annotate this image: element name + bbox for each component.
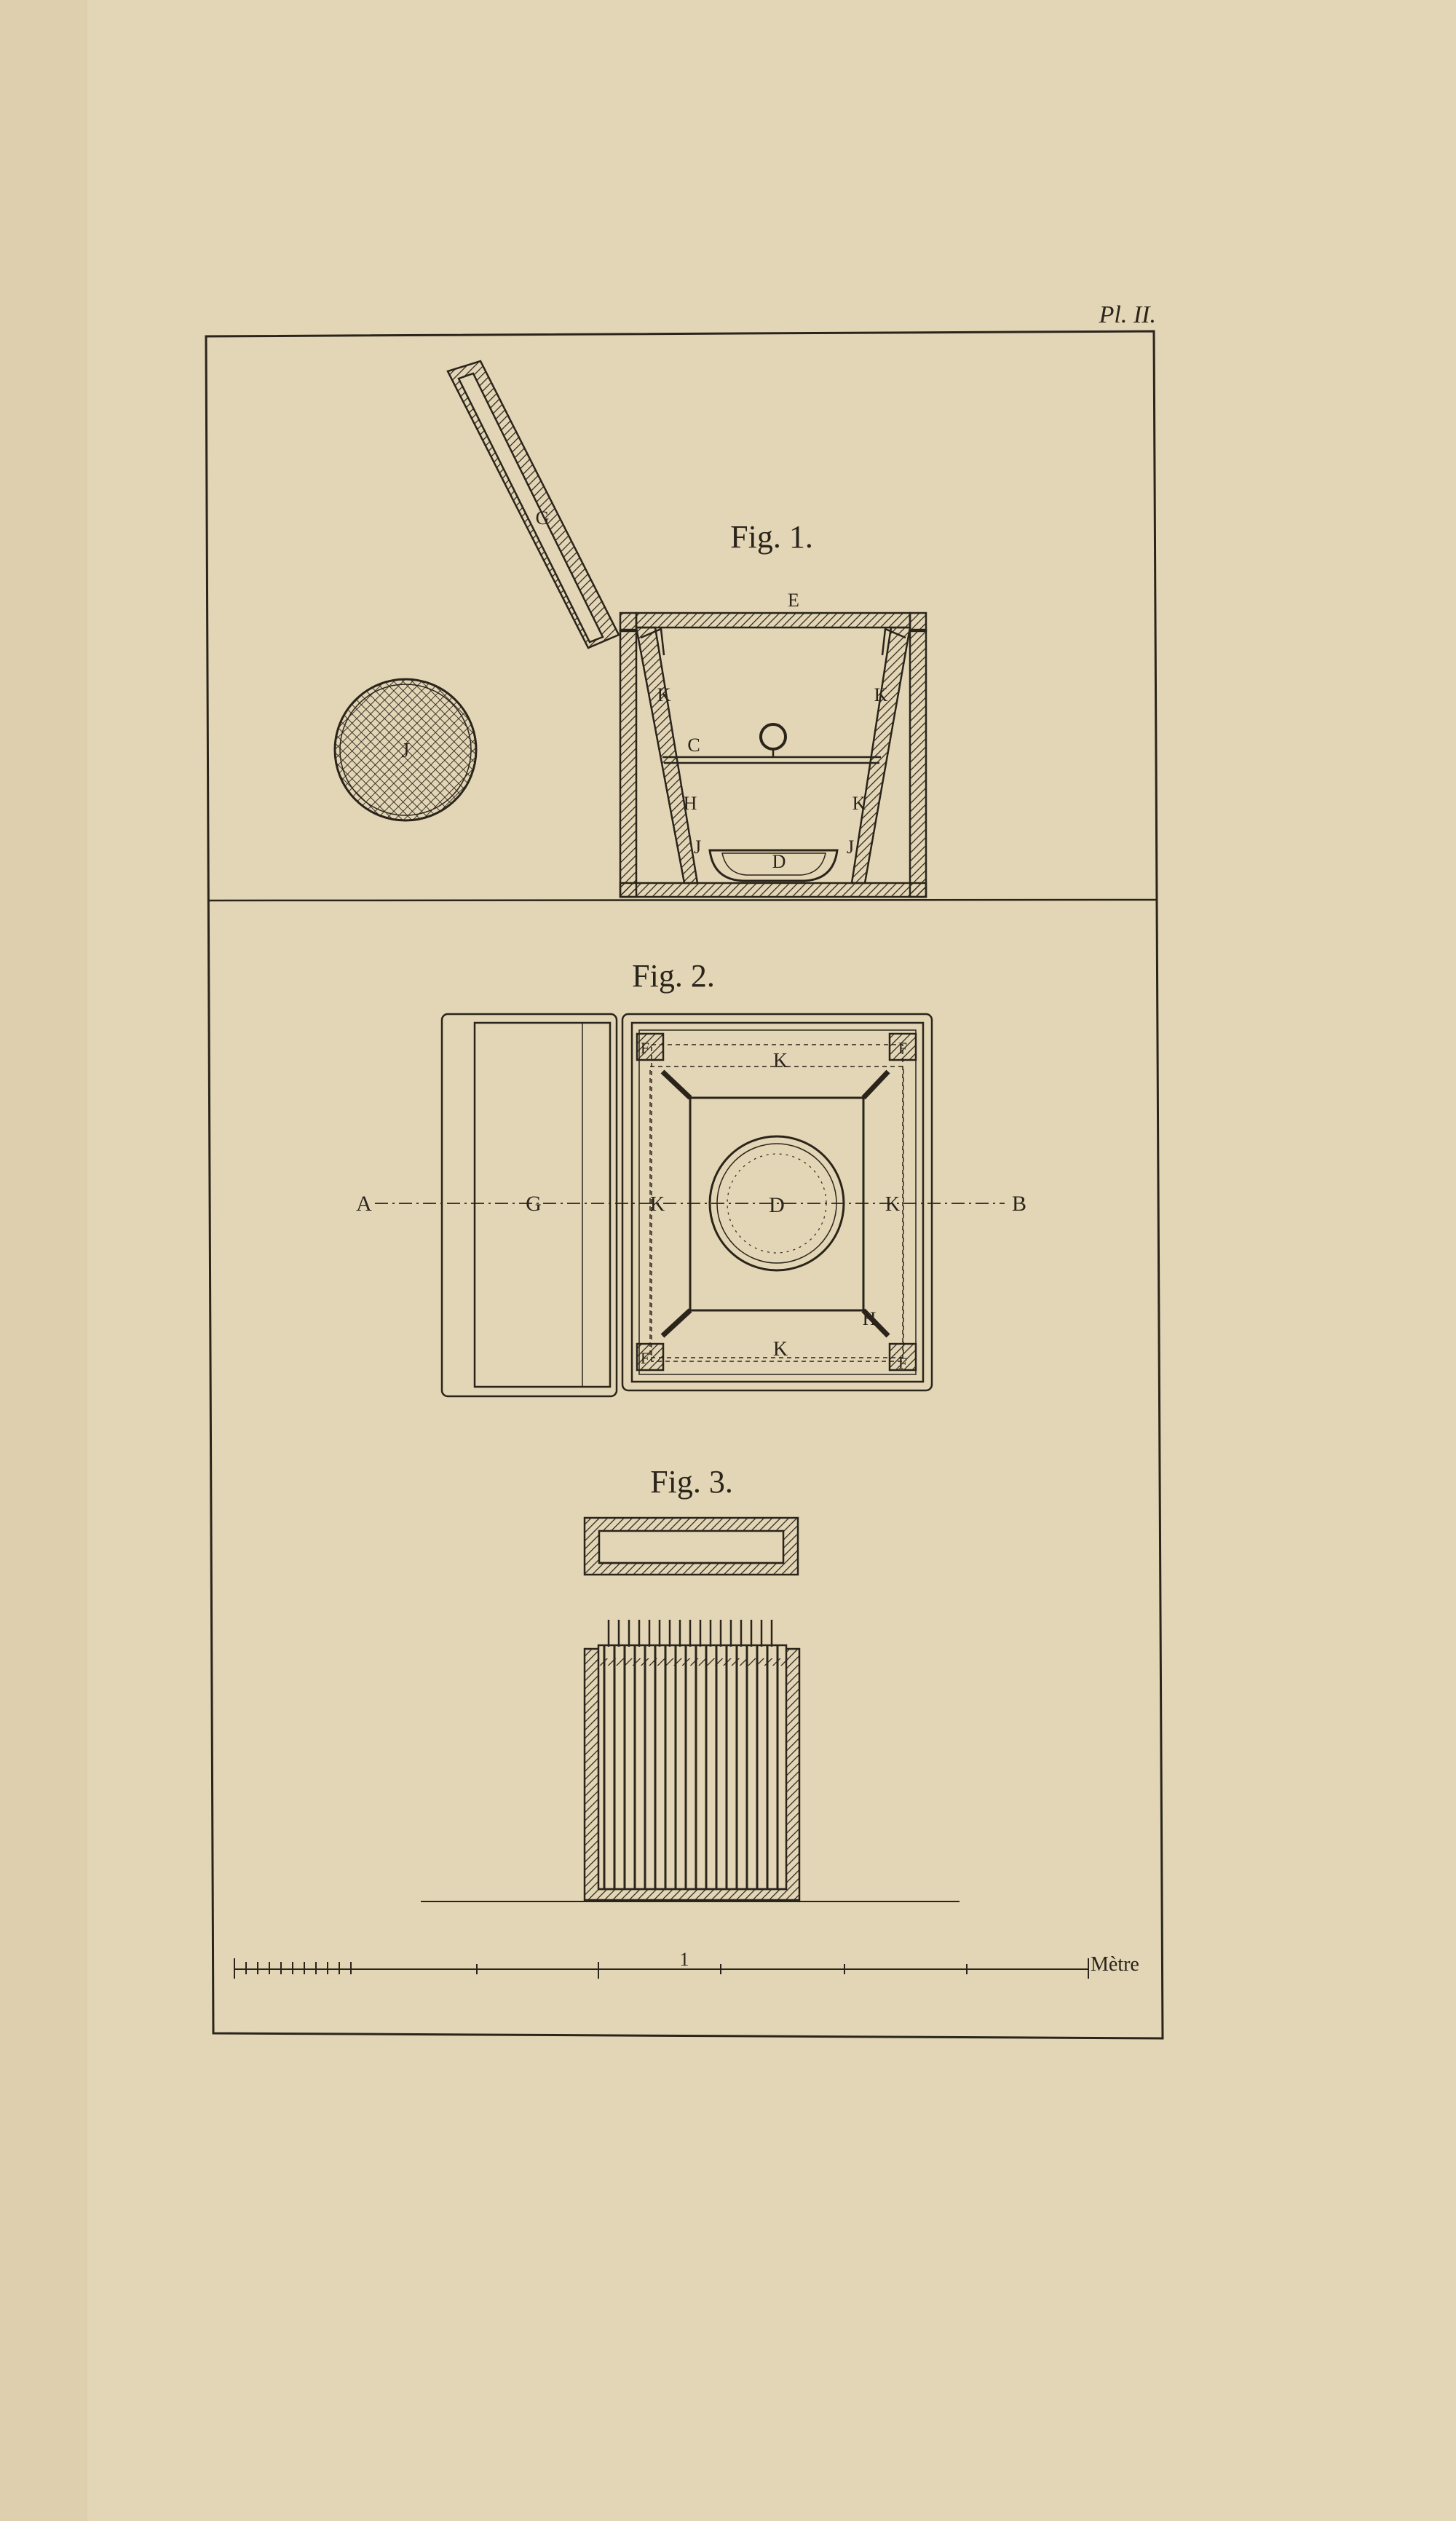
fig1-label-K-left: K bbox=[657, 684, 671, 705]
fig2-label-K-left: K bbox=[649, 1193, 665, 1216]
fig1-baseline bbox=[208, 900, 1158, 901]
fig2-label-F-bottom-left: F bbox=[640, 1349, 650, 1367]
fig1-label-E: E bbox=[788, 590, 799, 611]
fig2-label-B: B bbox=[1011, 1192, 1027, 1216]
fig1-floor bbox=[620, 883, 926, 897]
fig1-label-J-right: J bbox=[846, 836, 855, 858]
fig2-label-D: D bbox=[769, 1193, 785, 1217]
fig1-label-C: C bbox=[687, 735, 700, 756]
fig2-label-A: A bbox=[356, 1192, 372, 1216]
fig1-label-H: H bbox=[683, 793, 697, 814]
fig3-title: Fig. 3. bbox=[650, 1464, 733, 1500]
fig2-label-F-top-left: F bbox=[640, 1039, 650, 1057]
plate-number: Pl. II. bbox=[1099, 301, 1156, 328]
fig1-label-G: G bbox=[535, 507, 550, 529]
fig1-label-J-left: J bbox=[693, 836, 702, 858]
fig2-label-F-bottom-right: F bbox=[898, 1354, 908, 1372]
fig1-left-wall bbox=[620, 630, 636, 897]
fig3-cap bbox=[585, 1518, 798, 1575]
fig2-label-K-right: K bbox=[885, 1193, 901, 1216]
fig1-label-D: D bbox=[772, 851, 786, 872]
fig2-label-G: G bbox=[526, 1192, 542, 1216]
fig1-title: Fig. 1. bbox=[730, 519, 813, 555]
fig3-cylinder bbox=[585, 1645, 799, 1900]
fig2-label-H: H bbox=[862, 1308, 877, 1329]
fig1-label-K-lower: K bbox=[852, 793, 866, 814]
fig1-label-K-right: K bbox=[874, 684, 888, 705]
fig2-title: Fig. 2. bbox=[632, 958, 715, 994]
fig1-top-E bbox=[636, 613, 910, 628]
fig1-right-wall bbox=[910, 630, 926, 897]
scale-mark: 1 bbox=[679, 1949, 689, 1970]
fig2-label-F-top-right: F bbox=[898, 1039, 908, 1057]
scale-unit: Mètre bbox=[1091, 1953, 1139, 1976]
fig1-label-J-disc: J bbox=[401, 740, 410, 762]
fig2-label-K-bottom: K bbox=[772, 1338, 788, 1361]
fig2-label-K-top: K bbox=[772, 1050, 788, 1072]
